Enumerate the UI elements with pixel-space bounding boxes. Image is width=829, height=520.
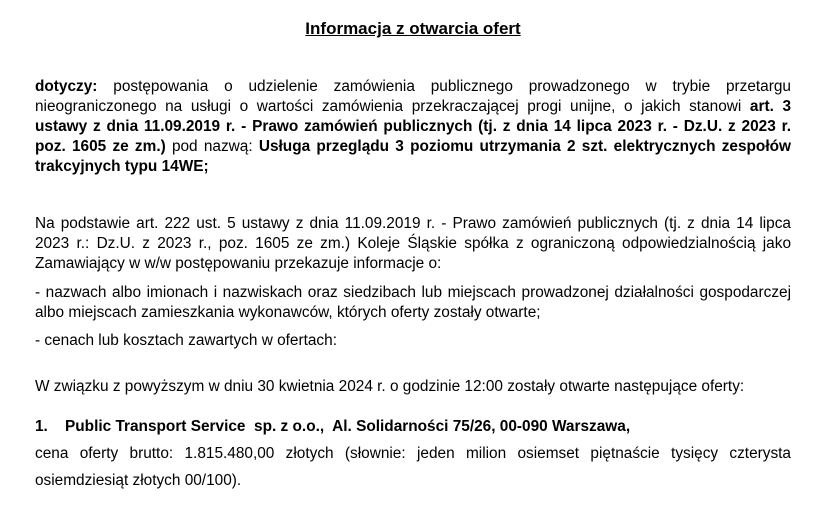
bullet-text-2: - cenach lub kosztach zawartych w ofertach:: [35, 332, 337, 349]
subject-procurement-name: Usługa przeglądu 3 poziomu utrzymania 2 szt. elektrycznych zespołów trakcyjnych typu 14WE;: [35, 138, 791, 175]
bullet-item-1: [35, 283, 791, 323]
bullet-text-1: - nazwach albo imionach i nazwiskach oraz siedzibach lub miejscach prowadzonej działalności gospodarczej albo miejscach zamieszkania wykonawców, których oferty zostały otwarte;: [35, 284, 791, 321]
offer-1-price: cena oferty brutto: 1.815.480,00 złotych (słownie: jeden milion osiemset piętnaście tysięcy czterysta osiemdziesiąt złotych 00/100).: [35, 445, 791, 489]
offer-1-number: 1.: [35, 418, 48, 435]
basis-text: Na podstawie art. 222 ust. 5 ustawy z dnia 11.09.2019 r. - Prawo zamówień publicznych (tj. z dnia 14 lipca 2023 r.: Dz.U. z 2023 r., poz. 1605 ze zm.) Koleje Śląskie spółka z ograniczoną odpowiedzialnością jako Zamawiający w w/w postępowaniu przekazuje informacje o:: [35, 215, 791, 272]
subject-paragraph: [35, 77, 791, 177]
basis-paragraph: [35, 214, 791, 274]
opening-paragraph: [35, 377, 791, 397]
offer-1: [35, 417, 791, 494]
subject-text-2: pod nazwą:: [165, 138, 259, 155]
subject-label: dotyczy:: [35, 78, 98, 95]
subject-legal-basis: art. 3 ustawy z dnia 11.09.2019 r. - Prawo zamówień publicznych (tj. z dnia 14 lipca 2023 r. - Dz.U. z 2023 r. poz. 1605 ze zm.): [35, 98, 791, 155]
offer-1-header: [35, 417, 791, 437]
bullet-item-2: [35, 331, 791, 351]
offer-1-company: Public Transport Service sp. z o.o., Al. Solidarności 75/26, 00-090 Warszawa,: [65, 418, 631, 435]
subject-text-1: postępowania o udzielenie zamówienia publicznego prowadzonego w trybie przetargu nieograniczonego na usługi o wartości zamówienia przekraczającej progi unijne, o jakich stanowi: [35, 78, 791, 115]
document-title: Informacja z otwarcia ofert: [305, 19, 521, 38]
opening-text: W związku z powyższym w dniu 30 kwietnia 2024 r. o godzinie 12:00 zostały otwarte następujące oferty:: [35, 378, 745, 395]
